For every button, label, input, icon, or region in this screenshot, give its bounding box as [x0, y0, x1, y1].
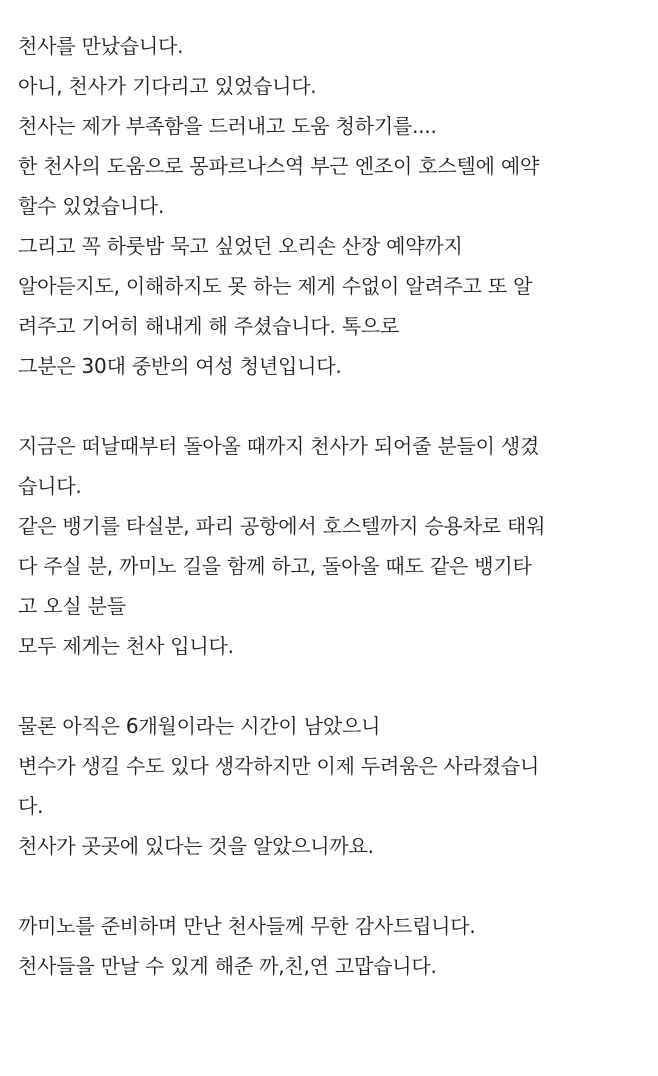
text-line: 할수 있었습니다.: [18, 194, 165, 218]
paragraph-break: [18, 386, 644, 426]
text-line: 려주고 기어히 해내게 해 주셨습니다. 톡으로: [18, 314, 400, 338]
text-line: 알아듣지도, 이해하지도 못 하는 제게 수없이 알려주고 또 알: [18, 274, 533, 298]
text-line: 다 주실 분, 까미노 길을 함께 하고, 돌아올 때도 같은 뱅기타: [18, 554, 532, 578]
text-line: 다.: [18, 794, 44, 818]
text-line: 모두 제게는 천사 입니다.: [18, 634, 234, 658]
text-line: 천사를 만났습니다.: [18, 34, 184, 58]
text-line: 같은 뱅기를 타실분, 파리 공항에서 호스텔까지 승용차로 태워: [18, 514, 546, 538]
text-line: 그분은 30대 중반의 여성 청년입니다.: [18, 354, 342, 378]
text-line: 변수가 생길 수도 있다 생각하지만 이제 두려움은 사라졌습니: [18, 754, 540, 778]
text-line: 천사들을 만날 수 있게 해준 까,친,연 고맙습니다.: [18, 954, 437, 978]
text-line: 까미노를 준비하며 만난 천사들께 무한 감사드립니다.: [18, 914, 476, 938]
text-line: 그리고 꼭 하룻밤 묵고 싶었던 오리손 산장 예약까지: [18, 234, 463, 258]
text-line: 고 오실 분들: [18, 594, 126, 618]
paragraph-break: [18, 866, 644, 906]
text-line: 아니, 천사가 기다리고 있었습니다.: [18, 74, 317, 98]
text-line: 물론 아직은 6개월이라는 시간이 남았으니: [18, 714, 381, 738]
text-line: 천사가 곳곳에 있다는 것을 알았으니까요.: [18, 834, 374, 858]
paragraph-break: [18, 666, 644, 706]
text-line: 습니다.: [18, 474, 82, 498]
text-line: 한 천사의 도움으로 몽파르나스역 부근 엔조이 호스텔에 예약: [18, 154, 540, 178]
post-body: [18, 26, 644, 986]
text-line: 지금은 떠날때부터 돌아올 때까지 천사가 되어줄 분들이 생겼: [18, 434, 540, 458]
text-line: 천사는 제가 부족함을 드러내고 도움 청하기를....: [18, 114, 437, 138]
